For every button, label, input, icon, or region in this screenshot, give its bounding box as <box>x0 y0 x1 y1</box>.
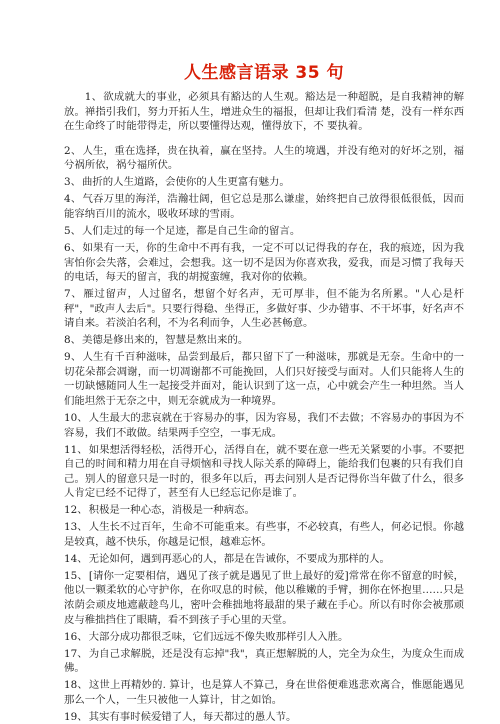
quote-item <box>64 144 464 173</box>
quote-item <box>64 333 464 348</box>
quote-item <box>64 630 464 645</box>
quote-text: 人生有千百种滋味，品尝到最后，都只留下了一种滋味，那就是无奈。生命中的一切花朵都会凋谢，而一切凋谢都不可能挽回，人们只好接受与面对。人们只能将人生的一切缺憾随同人生一起接受并面对，能认识到了这一点，心中就会产生一种坦然。当人们能坦然于无奈之中，则无奈就成为一种境界。 <box>64 351 464 408</box>
quote-item <box>64 520 464 549</box>
quote-item <box>64 287 464 331</box>
quote-item <box>64 552 464 567</box>
quote-list <box>64 90 464 724</box>
quote-text: 为自己求解脱，还是没有忘掉"我"，真正想解脱的人，完全为众生，为度众生而成佛。 <box>64 647 464 675</box>
quote-text: 其实有事时候爱错了人，每天都过的愚人节。 <box>88 710 297 723</box>
quote-item <box>64 710 464 724</box>
quote-number: 13、 <box>64 521 88 534</box>
quote-text: 人生长不过百年，生命不可能重来。有些事，不必较真，有些人，何必记恨。你越是较真，越不快乐，你越是记恨，越难忘怀。 <box>64 521 464 548</box>
quote-text: 人生，重在选择，贵在执着，赢在坚持。人生的境遇，并没有绝对的好坏之别，福兮祸所依，祸兮福所伏。 <box>64 144 464 172</box>
quote-number: 3、 <box>64 176 82 189</box>
quote-number: 1、 <box>84 91 103 103</box>
quote-number: 8、 <box>64 334 82 347</box>
quote-item <box>64 678 464 707</box>
quote-item <box>64 241 464 285</box>
quote-number: 6、 <box>64 241 82 254</box>
quote-text: 大部分成功都很乏味，它们远远不像失败那样引人入胜。 <box>88 630 349 643</box>
quote-number: 10、 <box>64 412 88 424</box>
quote-number: 14、 <box>64 552 88 565</box>
quote-text: 这世上再精妙的. 算计，也是算人不算己，身在世俗便难逃悲欢离合，惟愿能遇见那么一个人，一生只被他一人算计，甘之如饴。 <box>64 679 464 706</box>
quote-text: 如果想活得轻松，活得开心，活得自在，就不要在意一些无关紧要的小事。不要把自己的时间和精力用在自寻烦恼和寻找人际关系的障碍上，能给我们包裹的只有我们自己。别人的留意只是一时的，很多年以后，再去问别人是否记得你当年做了什么，很多人肯定已经不记得了，甚至有人已经忘记你是谁了。 <box>64 443 464 500</box>
quote-item <box>64 175 464 190</box>
quote-text: 气吞万里的海洋，浩瀚壮阔，但它总是那么谦虚，始终把自己放得很低很低，因而能容纳百川的流水，吸收环球的雪雨。 <box>64 193 464 220</box>
quote-item <box>64 443 464 501</box>
quote-number: 2、 <box>64 144 82 157</box>
quote-number: 5、 <box>64 224 82 237</box>
quote-number: 7、 <box>64 288 83 301</box>
quote-text: 美德是修出来的，智慧是熬出来的。 <box>82 334 249 347</box>
quote-number: 18、 <box>64 679 88 692</box>
quote-number: 12、 <box>64 504 88 517</box>
quote-number: 17、 <box>64 647 88 660</box>
quote-text: 人生最大的悲哀就在于容易办的事，因为容易，我们不去做；不容易办的事因为不容易，我们不敢做。结果两手空空，一事无成。 <box>64 412 464 439</box>
quote-item <box>64 350 464 408</box>
quote-number: 19、 <box>64 710 88 723</box>
quote-number: 15、 <box>64 569 88 582</box>
quote-text: 无论如何，遇到再恶心的人，都是在告诫你，不要成为那样的人。 <box>88 552 390 565</box>
quote-item <box>64 411 464 440</box>
quote-item <box>64 192 464 221</box>
document-title: 人生感言语录 35 句 <box>184 63 344 83</box>
quote-number: 9、 <box>64 351 82 364</box>
quote-item <box>64 90 464 134</box>
quote-text: 积极是一种心态，消极是一种病态。 <box>88 504 255 517</box>
quote-text: 欲成就大的事业，必须具有豁达的人生观。豁达是一种超脱，是自我精神的解放。禅指引我们，努力开拓人生，增进众生的福报，但却让我们看清 楚，没有一样东西在生命终了时能带得走，所以要懂得达观，懂得放下，不 要执着。 <box>64 91 464 133</box>
quote-item <box>64 569 464 627</box>
quote-text: 曲折的人生道路，会使你的人生更富有魅力。 <box>82 176 290 189</box>
quote-item <box>64 647 464 676</box>
quote-item <box>64 503 464 518</box>
quote-number: 4、 <box>64 193 82 206</box>
quote-number: 16、 <box>64 630 88 643</box>
quote-text: 人们走过的每一个足迹，都是自己生命的留言。 <box>82 224 301 237</box>
quote-text: 如果有一天，你的生命中不再有我，一定不可以记得我的存在，我的痕迹，因为我害怕你会失落，会难过，会想我。这一切不是因为你喜欢我，爱我，而是习惯了我每天的电话，每天的留言，我的胡搅蛮缠，我对你的依赖。 <box>64 241 464 284</box>
quote-item <box>64 224 464 239</box>
quote-text: [请你一定要相信，遇见了孩子就是遇见了世上最好的爱]常常在你不留意的时候，他以一颗柔软的心守护你，在你叹息的时候，他以稚嫩的手臂，拥你在怀抱里……只是浓荫会顽皮地遮蔽趁鸟儿，密叶会稚拙地将最甜的果子藏在手心。所以有时你会被那顽皮与稚拙挡住了眼睛，看不到孩子手心里的天堂。 <box>64 569 464 626</box>
quote-text: 雁过留声，人过留名，想留个好名声，无可厚非，但不能为名所累。"人心是杆秤"，"政声人去后"。只要行得稳、坐得正，多做好事、少办错事、不干坏事，好名声不请自来。若淡泊名利，不为名利而争，人生必甚畅意。 <box>64 288 464 330</box>
quote-number: 11、 <box>64 443 88 456</box>
